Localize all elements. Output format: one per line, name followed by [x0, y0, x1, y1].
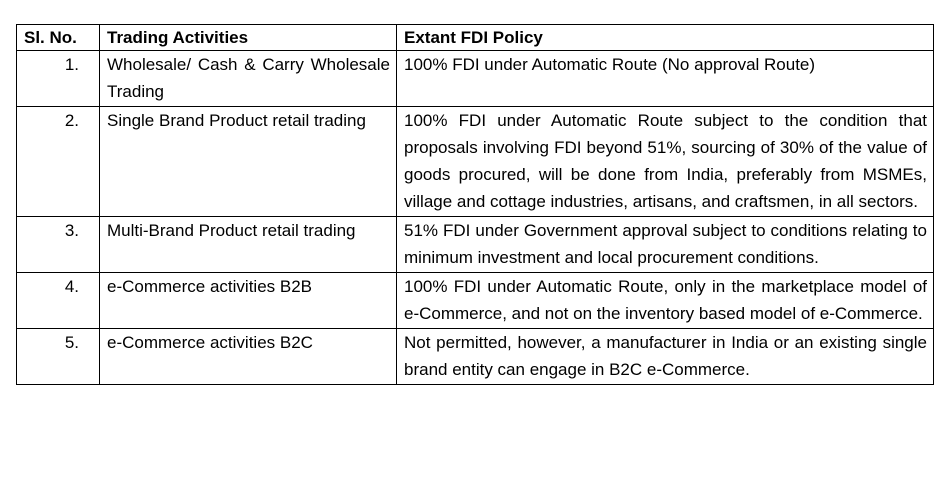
table-row: [17, 329, 934, 385]
table-row: [17, 51, 934, 107]
row-policy: 51% FDI under Government approval subject to conditions relating to minimum investment and local procurement conditions.: [397, 217, 934, 273]
row-policy: 100% FDI under Automatic Route, only in the marketplace model of e-Commerce, and not on the inventory based model of e-Commerce.: [397, 273, 934, 329]
row-activity: e-Commerce activities B2C: [100, 329, 397, 385]
fdi-policy-table-container: [16, 24, 934, 385]
row-policy: Not permitted, however, a manufacturer in India or an existing single brand entity can engage in B2C e-Commerce.: [397, 329, 934, 385]
header-trading-activities: Trading Activities: [100, 25, 397, 51]
table-row: [17, 273, 934, 329]
header-row: [17, 25, 934, 51]
header-sl-no: Sl. No.: [17, 25, 100, 51]
row-number: 3.: [17, 217, 100, 273]
row-number: 2.: [17, 107, 100, 217]
row-activity: e-Commerce activities B2B: [100, 273, 397, 329]
table-row: [17, 107, 934, 217]
row-policy: 100% FDI under Automatic Route subject to the condition that proposals involving FDI beyond 51%, sourcing of 30% of the value of goods procured, will be done from India, preferably from MSMEs, village and cottage industries, artisans, and craftsmen, in all sectors.: [397, 107, 934, 217]
fdi-policy-table: [16, 24, 934, 385]
header-extant-fdi-policy: Extant FDI Policy: [397, 25, 934, 51]
table-row: [17, 217, 934, 273]
row-number: 4.: [17, 273, 100, 329]
row-activity: Single Brand Product retail trading: [100, 107, 397, 217]
row-activity: Multi-Brand Product retail trading: [100, 217, 397, 273]
row-number: 1.: [17, 51, 100, 107]
row-number: 5.: [17, 329, 100, 385]
row-activity: Wholesale/ Cash & Carry Wholesale Trading: [100, 51, 397, 107]
row-policy: 100% FDI under Automatic Route (No approval Route): [397, 51, 934, 107]
